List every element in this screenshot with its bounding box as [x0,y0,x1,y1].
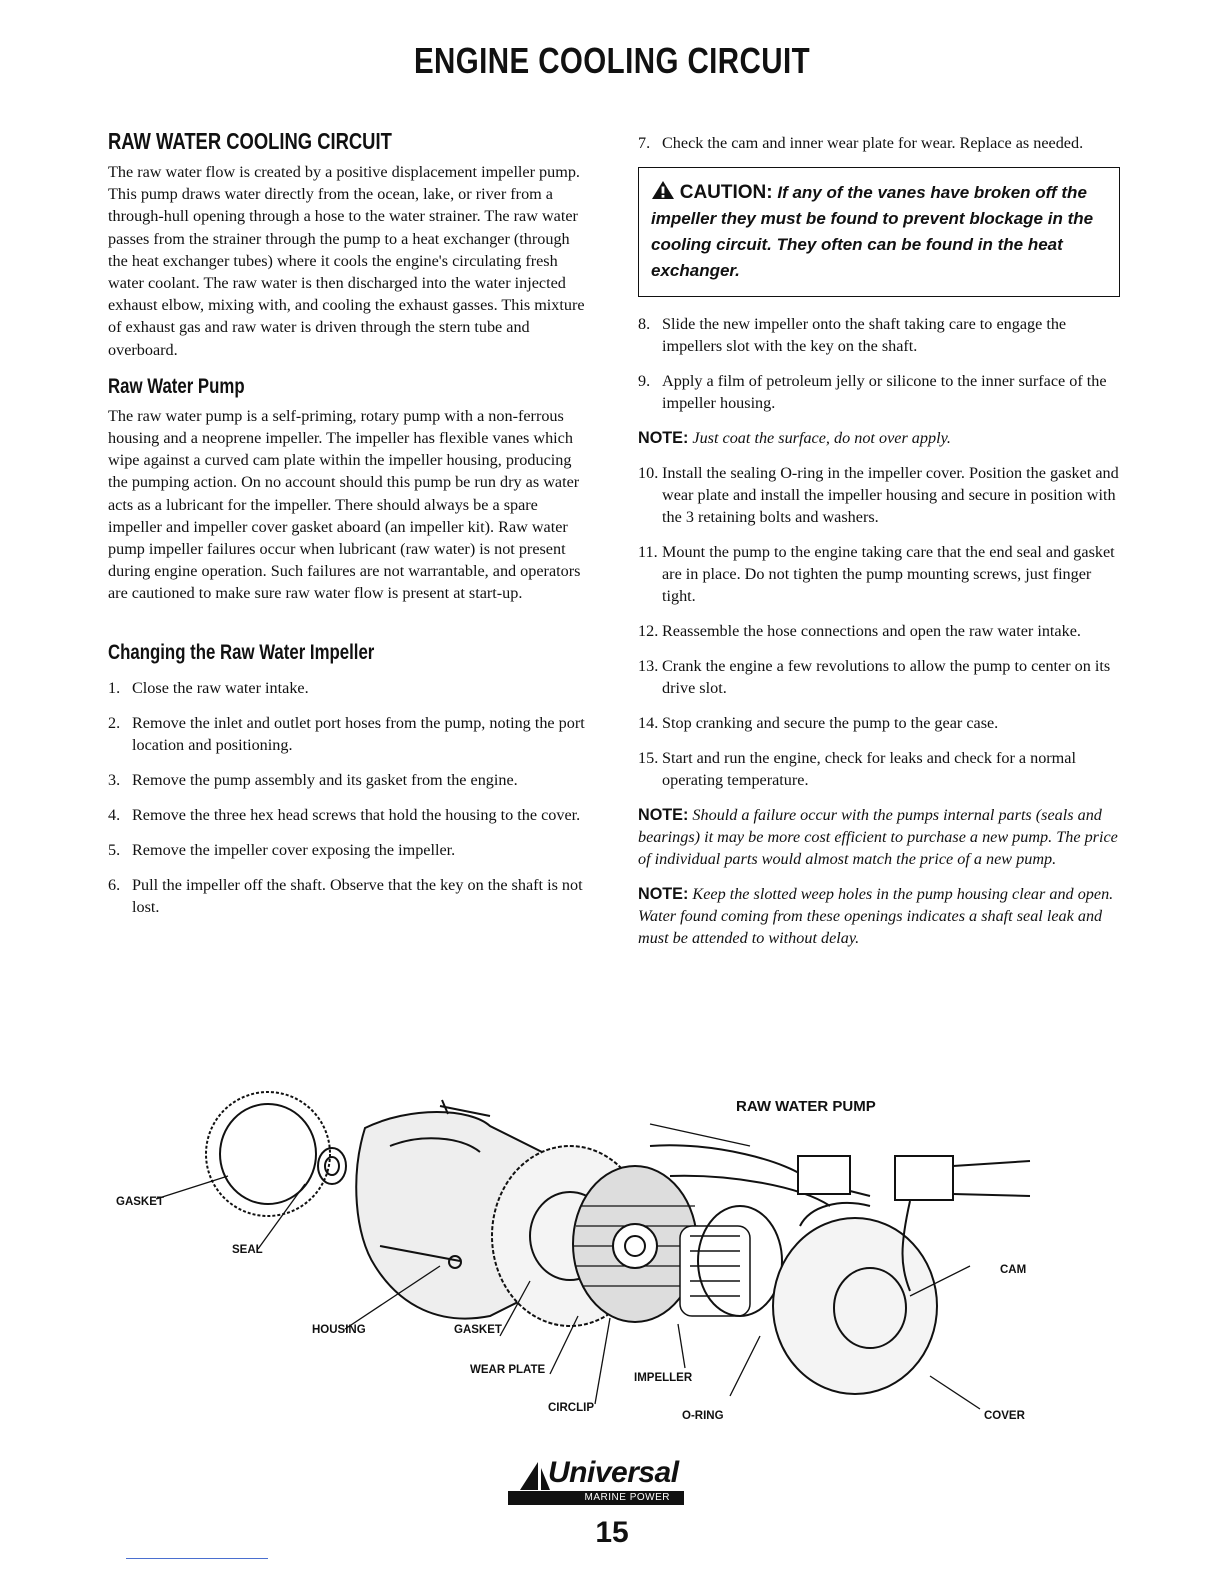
list-item: 12. Reassemble the hose connections and open the raw water intake. [638,622,1081,640]
page-number: 15 [595,1516,629,1549]
label-gasket: GASKET [116,1196,164,1208]
raw-water-heading: RAW WATER COOLING CIRCUIT [108,128,392,154]
steps-list-10-15 [638,462,1120,791]
page-title: ENGINE COOLING CIRCUIT [413,40,811,81]
raw-water-pump-paragraph: The raw water pump is a self-priming, rotary pump with a non-ferrous housing and a neoprene impeller. The impeller has flexible vanes which wipe against a curved cam plate within the impeller housing, producing the pumping action. On no account should this pump be run dry as water acts as a lubricant for the impeller. There should always be a spare impeller and impeller cover gasket aboard (an impeller kit). Raw water pump impeller failures occur when lubricant (raw water) is not present during engine operation. Such failures are not warrantable, and operators are cautioned to make sure raw water flow is present at start-up. [108,406,581,603]
label-o-ring: O-RING [682,1410,724,1422]
warning-icon [651,180,675,200]
list-item: 6. Pull the impeller off the shaft. Observe that the key on the shaft is not lost. [108,875,583,916]
universal-logo [508,1456,684,1516]
label-cam: CAM [1000,1264,1027,1276]
logo-subtitle: MARINE POWER [508,1491,684,1505]
list-item: 13. Crank the engine a few revolutions to allow the pump to center on its drive slot. [638,657,1111,697]
label-wear-plate: WEAR PLATE [470,1364,546,1376]
changing-impeller-heading: Changing the Raw Water Impeller [108,640,375,664]
list-item: 3. Remove the pump assembly and its gasket from the engine. [108,770,518,789]
steps-list-7 [638,132,1120,154]
left-column [108,128,593,931]
label-impeller: IMPELLER [634,1372,693,1384]
cover-shape [773,1218,937,1394]
list-item: 7. Check the cam and inner wear plate for wear. Replace as needed. [638,134,1084,152]
caution-text: If any of the vanes have broken off the impeller they must be found to prevent blockage in the cooling circuit. They often can be found in the heat exchanger. [651,183,1094,280]
impeller-steps-list [108,677,593,918]
label-gasket-2: GASKET [454,1324,502,1336]
footer-divider [126,1558,268,1559]
note-coat-surface: NOTE: Just coat the surface, do not over apply. [638,429,951,447]
logo-wordmark: Universal [548,1456,679,1489]
raw-water-pump-diagram [110,1086,1110,1446]
list-item: 9. Apply a film of petroleum jelly or silicone to the inner surface of the impeller housing. [638,372,1107,412]
list-item: 5. Remove the impeller cover exposing the impeller. [108,840,456,859]
list-item: 8. Slide the new impeller onto the shaft taking care to engage the impellers slot with the key on the shaft. [638,315,1067,355]
impeller-vanes-shape [680,1226,750,1316]
steps-list-8-9 [638,313,1120,414]
list-item: 10. Install the sealing O-ring in the impeller cover. Position the gasket and wear plate and install the impeller housing and secure in position with the 3 retaining bolts and washers. [638,464,1119,526]
list-item: 11. Mount the pump to the engine taking care that the end seal and gasket are in place. Do not tighten the pump mounting screws, just finger tight. [638,543,1115,605]
note-failure: NOTE: Should a failure occur with the pumps internal parts (seals and bearings) it may be more cost efficient to purchase a new pump. The price of individual parts would almost match the price of a new pump. [638,806,1118,868]
list-item: 4. Remove the three hex head screws that hold the housing to the cover. [108,805,581,824]
caution-box [638,167,1120,297]
raw-water-paragraph: The raw water flow is created by a positive displacement impeller pump. This pump draws water directly from the ocean, lake, or river from a through-hull opening through a hose to the water strainer. The raw water passes from the strainer through the pump to a heat exchanger (through the heat exchanger tubes) where it cools the engine's circulating fresh water coolant. The raw water is then discharged into the water injected exhaust elbow, mixing with, and cooling the exhaust gasses. This mixture of exhaust gas and raw water is driven through the stern tube and overboard. [108,163,585,359]
right-column [638,132,1120,962]
caution-label: CAUTION: [679,182,773,203]
note-weep-holes: NOTE: Keep the slotted weep holes in the pump housing clear and open. Water found coming from these openings indicates a shaft seal leak and must be attended to without delay. [638,885,1114,947]
label-seal: SEAL [232,1244,263,1256]
seal-shape [318,1148,346,1184]
list-item: 15. Start and run the engine, check for leaks and check for a normal operating temperature. [638,749,1076,789]
list-item: 14. Stop cranking and secure the pump to the gear case. [638,714,999,732]
list-item: 2. Remove the inlet and outlet port hoses from the pump, noting the port location and positioning. [108,713,585,754]
label-housing: HOUSING [312,1324,366,1336]
gasket-ring-shape [206,1092,330,1216]
label-cover: COVER [984,1410,1025,1422]
raw-water-pump-heading: Raw Water Pump [108,374,245,398]
list-item: 1. Close the raw water intake. [108,678,309,697]
diagram-title: RAW WATER PUMP [736,1098,876,1115]
label-circlip: CIRCLIP [548,1402,594,1414]
